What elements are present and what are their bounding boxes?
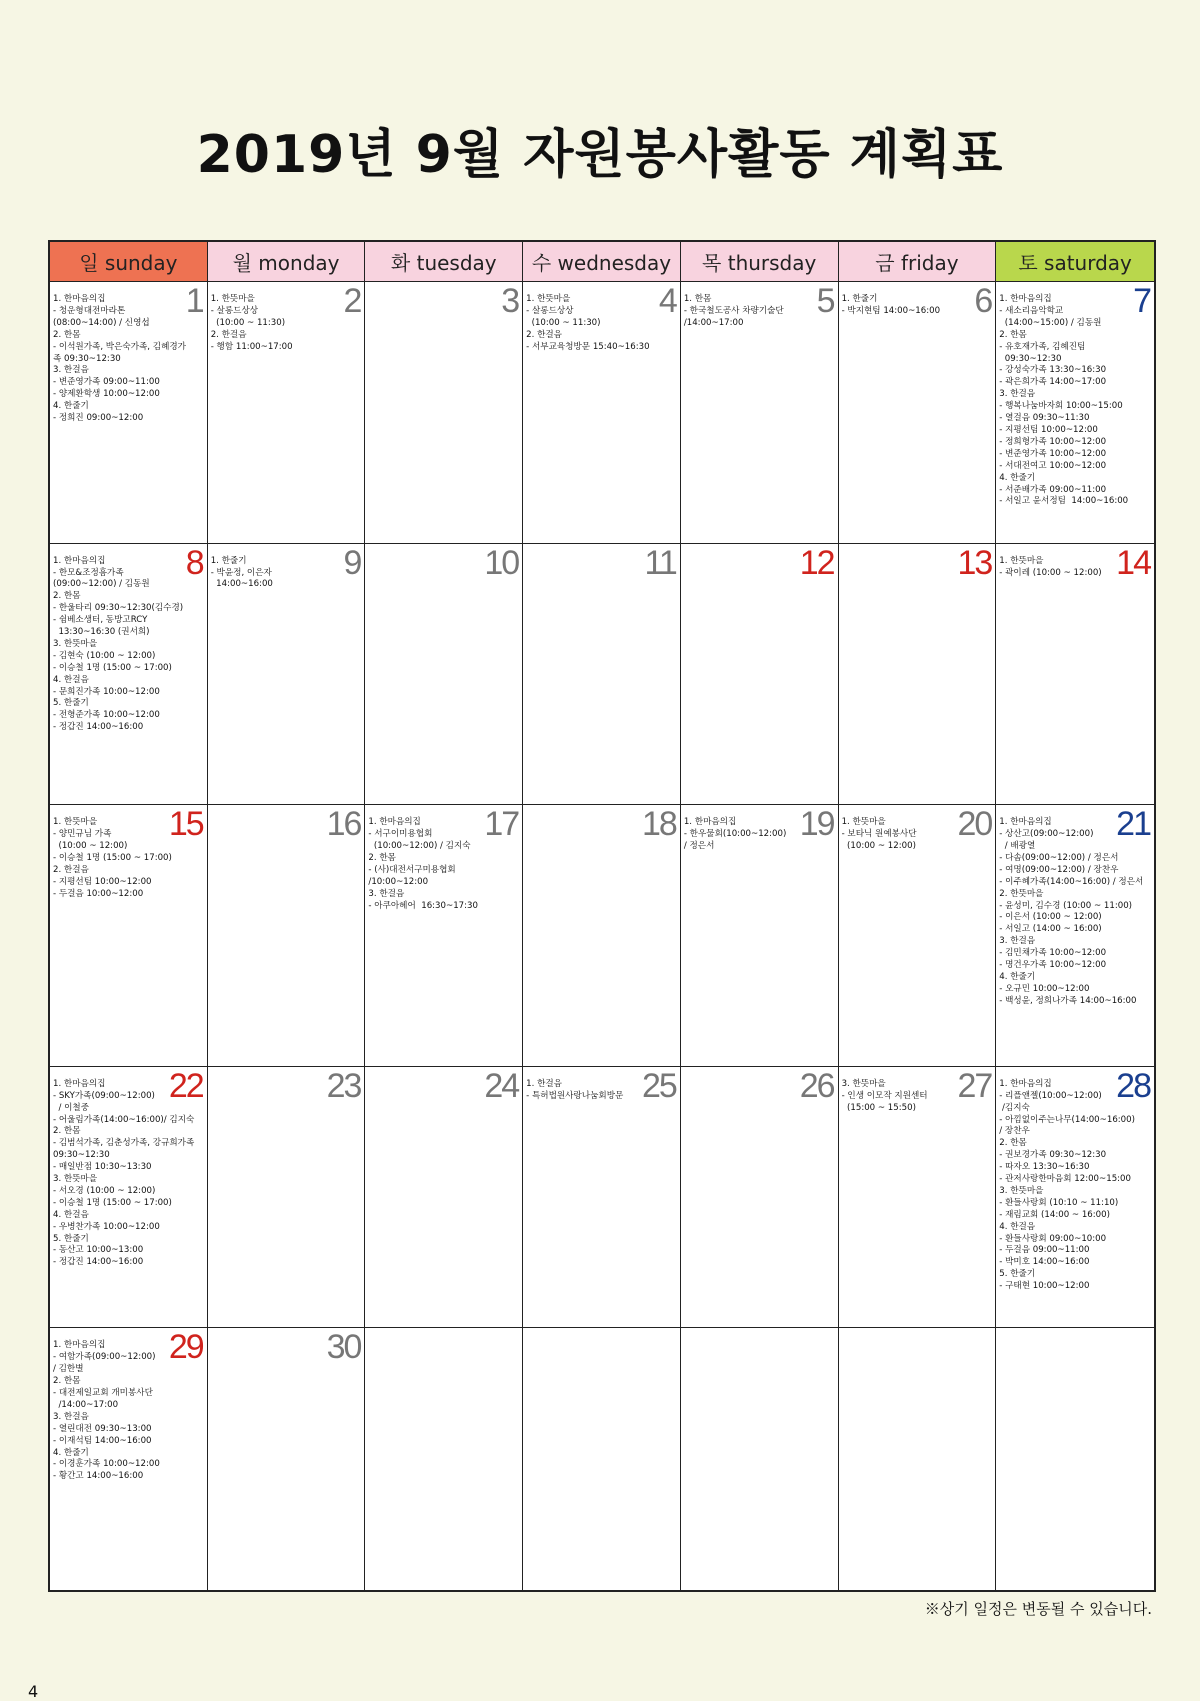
day-number: 14 (1116, 543, 1150, 582)
day-number: 6 (974, 282, 992, 320)
day-events: 1. 한걸음 - 특허법원사랑나눔회방문 (526, 1078, 624, 1101)
day-events: 1. 한마음의집 - 여함가족(09:00~12:00) / 김한별 2. 한몸 - 대전제일교회 개미봉사단 /14:00~17:00 3. 한걸음 - 열린대전 09:30~13:00 - 이재석팀 14:00~16:00 4. 한줄기 - 이경훈가족 10:00~12:00 - 황간고 14:00~16:00 (53, 1340, 160, 1482)
day-number: 25 (642, 1066, 676, 1105)
day-cell (523, 282, 681, 544)
day-number: 7 (1133, 282, 1150, 320)
day-cell (50, 805, 208, 1067)
day-cell (996, 805, 1154, 1067)
day-cell (365, 1328, 523, 1590)
day-cell (365, 1067, 523, 1329)
day-number: 19 (799, 805, 834, 844)
day-number: 10 (484, 543, 519, 582)
day-number: 12 (799, 543, 834, 582)
day-cell (681, 1328, 839, 1590)
day-cell (365, 805, 523, 1067)
day-events: 1. 한마음의집 - 리플앤젤(10:00~12:00) /김지숙 - 아낌없이주는나무(14:00~16:00) / 장찬우 2. 한몸 - 권보경가족 09:30~12:30 - 따자오 13:30~16:30 - 관저사랑한마음회 12:00~15:00 3. 한뜻마을 - 환들사랑회 (10:10 ~ 11:10) - 재림교회 (14:00 ~ 16:00) 4. 한걸음 - 환들사랑회 09:00~10:00 - 두걸음 09:00~11:00 - 박미호 14:00~16:00 5. 한줄기 - 구태현 10:00~12:00 (999, 1078, 1135, 1292)
day-cell (996, 282, 1154, 544)
weekday-header: 토 saturday (996, 242, 1154, 282)
day-cell (681, 1067, 839, 1329)
day-events: 1. 한마음의집 - 상산고(09:00~12:00) / 배광열 - 다솜(09:00~12:00) / 정은서 - 여명(09:00~12:00) / 장찬우 - 이주혜가족(14:00~16:00) / 정은서 2. 한뜻마을 - 윤성미, 김수경 (10:00 ~ 11:00) - 이은서 (10:00 ~ 12:00) - 서일고 (14:00 ~ 16:00) 3. 한걸음 - 김민채가족 10:00~12:00 - 명건우가족 10:00~12:00 4. 한줄기 - 오규민 10:00~12:00 - 백성윤, 정희나가족 14:00~16:00 (999, 817, 1144, 1006)
day-number: 26 (799, 1066, 834, 1105)
day-cell (50, 1067, 208, 1329)
day-events: 3. 한뜻마을 - 인생 이모작 지원센터 (15:00 ~ 15:50) (841, 1078, 928, 1113)
day-events: 1. 한마음의집 - 한모&조정흠가족 (09:00~12:00) / 김동원 2. 한몸 - 한울타리 09:30~12:30(김수경) - 쉼베소생터, 동방고RCY 13:30~16:30 (권서희) 3. 한뜻마을 - 김현숙 (10:00 ~ 12:00) - 이승철 1명 (15:00 ~ 17:00) 4. 한걸음 - 문희진가족 10:00~12:00 5. 한줄기 - 전형준가족 10:00~12:00 - 정갑진 14:00~16:00 (53, 555, 184, 733)
day-cell (996, 1067, 1154, 1329)
day-events: 1. 한뜻마을 - 양민규님 가족 (10:00 ~ 12:00) - 이승철 1명 (15:00 ~ 17:00) 2. 한걸음 - 지평선팀 10:00~12:00 - 두걸음 10:00~12:00 (53, 817, 172, 899)
footnote: ※상기 일정은 변동될 수 있습니다. (924, 1600, 1152, 1618)
day-events: 1. 한몸 - 한국철도공사 차량기술단 /14:00~17:00 (683, 294, 784, 328)
calendar-grid (48, 240, 1156, 1592)
day-events: 1. 한마음의집 - 서구이미용협회 (10:00~12:00) / 김지숙 2. 한몸 - (사)대전서구미용협회 /10:00~12:00 3. 한걸음 - 아쿠아헤어 16:30~17:30 (368, 817, 478, 911)
day-number: 23 (326, 1066, 361, 1105)
day-cell (839, 282, 997, 544)
day-number: 11 (644, 543, 676, 582)
day-number: 24 (484, 1066, 519, 1105)
page-title: 2019년 9월 자원봉사활동 계획표 (196, 125, 1004, 185)
weekday-header: 수 wednesday (523, 242, 681, 282)
day-events: 1. 한줄기 - 박윤정, 이은자 14:00~16:00 (210, 555, 273, 590)
day-cell (50, 282, 208, 544)
day-cell (208, 1067, 366, 1329)
day-events: 1. 한뜻마을 - 살롱드상상 (10:00 ~ 11:30) 2. 한걸음 - 행함 11:00~17:00 (210, 294, 293, 352)
day-cell (365, 282, 523, 544)
day-cell (523, 805, 681, 1067)
day-number: 20 (957, 805, 992, 844)
day-cell (208, 282, 366, 544)
day-events: 1. 한마음의집 - 한우물회(10:00~12:00) / 정은서 (683, 817, 787, 851)
weekday-header: 목 thursday (681, 242, 839, 282)
day-events: 1. 한뜻마을 - 살롱드상상 (10:00 ~ 11:30) 2. 한걸음 - 서부교육청방문 15:40~16:30 (526, 294, 650, 352)
day-number: 3 (501, 282, 519, 320)
day-number: 28 (1116, 1066, 1150, 1105)
day-events: 1. 한뜻마을 - 곽이레 (10:00 ~ 12:00) (999, 555, 1102, 578)
weekday-header: 월 monday (208, 242, 366, 282)
day-cell (839, 1328, 997, 1590)
day-cell (208, 1328, 366, 1590)
day-number: 29 (168, 1328, 203, 1367)
weekday-header: 화 tuesday (365, 242, 523, 282)
day-cell (50, 1328, 208, 1590)
day-cell (50, 544, 208, 806)
day-cell (208, 544, 366, 806)
day-cell (996, 544, 1154, 806)
day-cell (523, 544, 681, 806)
day-cell (681, 282, 839, 544)
day-events: 1. 한줄기 - 박지현팀 14:00~16:00 (841, 294, 941, 316)
day-number: 30 (326, 1328, 361, 1367)
day-events: 1. 한마음의집 - 새소리음악학교 (14:00~15:00) / 김동원 2. 한몸 - 유호재가족, 김혜진팀 09:30~12:30 - 강성숙가족 13:30~16:30 - 곽은희가족 14:00~17:00 3. 한걸음 - 행복나눔바자회 10:00~15:00 - 열걸음 09:30~11:30 - 지평선팀 10:00~12:00 - 정희형가족 10:00~12:00 - 변준영가족 10:00~12:00 - 서대전여고 10:00~12:00 4. 한줄기 - 서준배가족 09:00~11:00 - 서일고 윤서정팀 14:00~16:00 (999, 294, 1129, 507)
weekday-header: 금 friday (839, 242, 997, 282)
day-number: 5 (816, 282, 834, 320)
day-number: 18 (642, 805, 676, 844)
day-cell (839, 1067, 997, 1329)
day-number: 4 (658, 282, 676, 320)
day-number: 22 (168, 1066, 203, 1105)
day-cell (839, 805, 997, 1067)
day-events: 1. 한마음의집 - SKY가족(09:00~12:00) / 이철중 - 어울림가족(14:00~16:00)/ 김지숙 2. 한몸 - 김범석가족, 김춘성가족, 강규희가족 09:30~12:30 - 매일반점 10:30~13:30 3. 한뜻마을 - 서오경 (10:00 ~ 12:00) - 이승철 1명 (15:00 ~ 17:00) 4. 한걸음 - 우병찬가족 10:00~12:00 5. 한줄기 - 동산고 10:00~13:00 - 정갑진 14:00~16:00 (53, 1078, 195, 1268)
page-number: 4 (28, 1682, 39, 1701)
day-number: 9 (343, 543, 361, 582)
day-cell (365, 544, 523, 806)
day-number: 17 (484, 805, 519, 844)
day-cell (208, 805, 366, 1067)
day-number: 1 (185, 282, 203, 320)
day-number: 13 (957, 543, 992, 582)
day-number: 2 (343, 282, 361, 320)
day-events: 1. 한마음의집 - 청운형대전마라톤 (08:00~14:00) / 신영섭 2. 한몸 - 이석원가족, 박은숙가족, 김혜경가 족 09:30~12:30 3. 한걸음 - 변준영가족 09:00~11:00 - 양제환학생 10:00~12:00 4. 한줄기 - 정희진 09:00~12:00 (53, 294, 186, 424)
day-cell (523, 1328, 681, 1590)
day-number: 16 (326, 805, 361, 844)
day-number: 15 (168, 805, 203, 844)
day-number: 8 (185, 543, 203, 582)
day-events: 1. 한뜻마을 - 보타닉 원예봉사단 (10:00 ~ 12:00) (841, 817, 917, 851)
weekday-header: 일 sunday (50, 242, 208, 282)
day-cell (839, 544, 997, 806)
day-cell (681, 544, 839, 806)
day-number: 21 (1116, 805, 1150, 844)
day-number: 27 (957, 1066, 992, 1105)
day-cell (996, 1328, 1154, 1590)
day-cell (523, 1067, 681, 1329)
day-cell (681, 805, 839, 1067)
